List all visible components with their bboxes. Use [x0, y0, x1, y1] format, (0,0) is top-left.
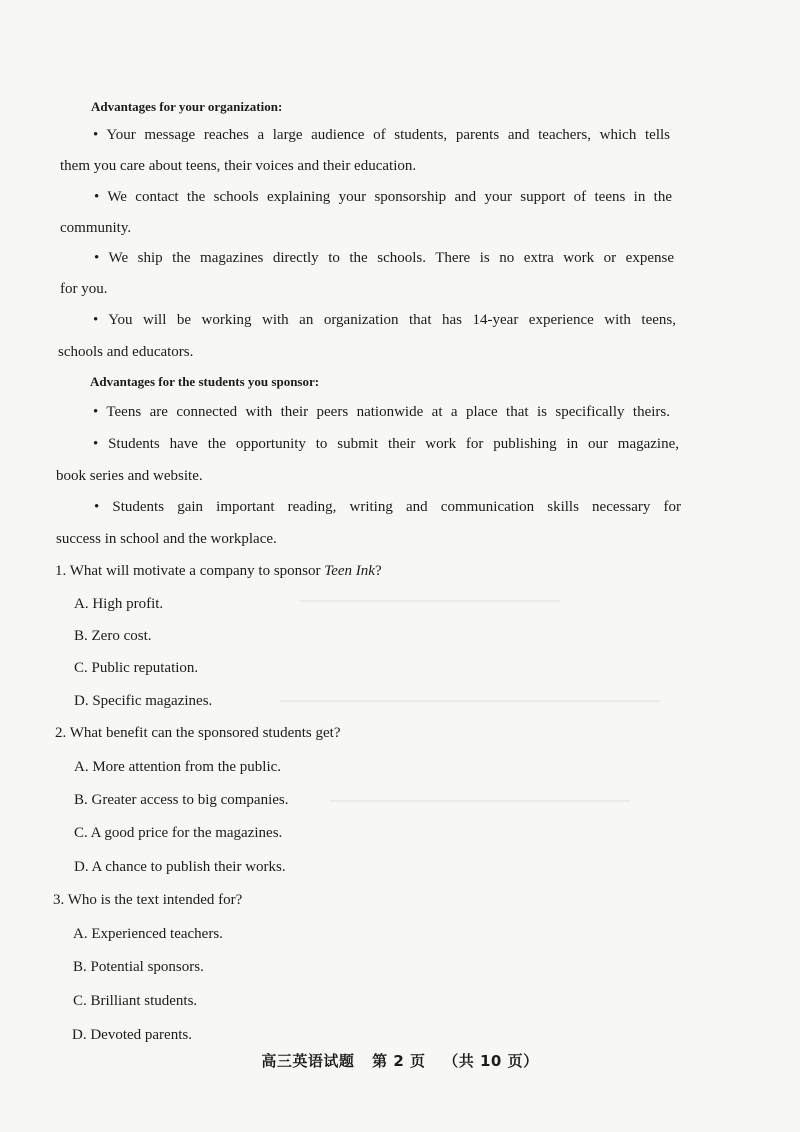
- footer-total-pages: （共 10 页）: [443, 1052, 539, 1070]
- question-3-option-b: B. Potential sponsors.: [73, 959, 204, 975]
- question-3-option-d: D. Devoted parents.: [72, 1027, 192, 1043]
- footer-exam-title: 高三英语试题: [261, 1052, 355, 1070]
- question-1-stem: [55, 562, 382, 580]
- org-bullet-3-line-2: for you.: [60, 281, 108, 297]
- question-3-option-c: C. Brilliant students.: [73, 993, 198, 1009]
- question-2-option-a: A. More attention from the public.: [74, 759, 282, 775]
- students-advantages-heading: Advantages for the students you sponsor:: [90, 374, 320, 389]
- students-bullet-3-line-1: • Students gain important reading, writing and communication skills necessary for: [94, 499, 681, 515]
- question-1-option-c: C. Public reputation.: [74, 660, 199, 676]
- question-1-stem-title: Teen Ink: [324, 563, 375, 579]
- students-bullet-2-line-1: • Students have the opportunity to submit their work for publishing in our magazine,: [93, 436, 679, 452]
- footer-page-number: 第 2 页: [372, 1052, 426, 1070]
- org-bullet-2-line-2: community.: [60, 220, 132, 236]
- question-2-stem: 2. What benefit can the sponsored students get?: [55, 725, 341, 741]
- question-2-option-c: C. A good price for the magazines.: [74, 825, 283, 841]
- org-bullet-4-line-2: schools and educators.: [58, 344, 194, 360]
- bleed-through-mark: [330, 800, 630, 802]
- students-bullet-1: • Teens are connected with their peers nationwide at a place that is specifically theirs.: [93, 404, 670, 420]
- question-2-option-d: D. A chance to publish their works.: [74, 859, 286, 875]
- question-3-stem: 3. Who is the text intended for?: [53, 892, 243, 908]
- org-bullet-1-line-1: • Your message reaches a large audience of students, parents and teachers, which tells: [93, 127, 670, 143]
- question-3-option-a: A. Experienced teachers.: [73, 926, 223, 942]
- org-advantages-heading: Advantages for your organization:: [91, 99, 283, 114]
- org-bullet-2-line-1: • We contact the schools explaining your sponsorship and your support of teens in the: [94, 189, 672, 205]
- students-bullet-3-line-2: success in school and the workplace.: [56, 531, 277, 547]
- question-1-option-d: D. Specific magazines.: [74, 693, 213, 709]
- question-1-stem-mark: ?: [374, 563, 382, 579]
- page-footer: [0, 1050, 800, 1071]
- question-1-option-a: A. High profit.: [74, 596, 164, 612]
- bleed-through-mark: [300, 600, 560, 602]
- question-2-option-b: B. Greater access to big companies.: [74, 792, 289, 808]
- org-bullet-4-line-1: • You will be working with an organization that has 14-year experience with teens,: [93, 312, 676, 328]
- question-1-option-b: B. Zero cost.: [74, 628, 152, 644]
- students-bullet-2-line-2: book series and website.: [56, 468, 203, 484]
- org-bullet-3-line-1: • We ship the magazines directly to the schools. There is no extra work or expense: [94, 250, 674, 266]
- question-1-stem-text: 1. What will motivate a company to sponsor: [55, 563, 325, 579]
- org-bullet-1-line-2: them you care about teens, their voices and their education.: [60, 158, 417, 174]
- bleed-through-mark: [280, 700, 660, 702]
